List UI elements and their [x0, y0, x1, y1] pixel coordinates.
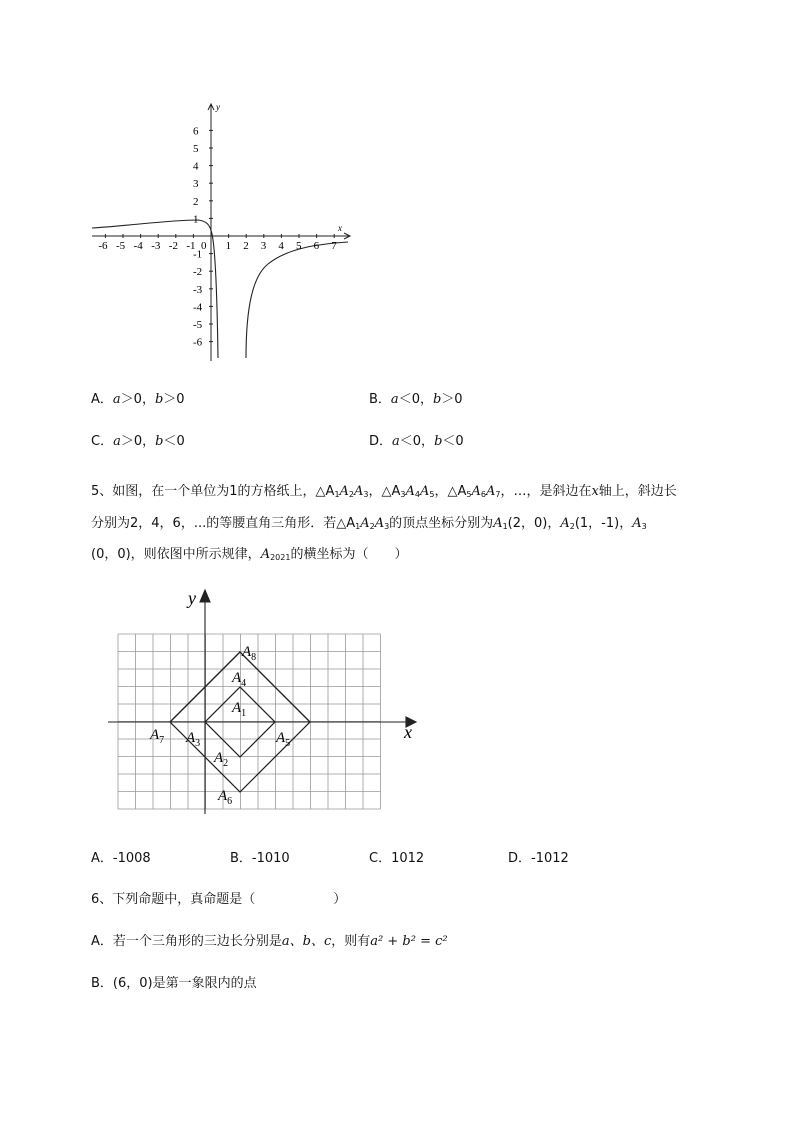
y-tick-label: 3	[193, 178, 199, 191]
grid-y-arrow	[200, 590, 210, 602]
x-tick-label: 6	[313, 240, 320, 252]
x-tick-label: -1	[186, 240, 196, 252]
point-label: $A_1$	[232, 700, 247, 719]
y-tick-label: 2	[193, 195, 199, 208]
x-tick-label: -4	[133, 240, 143, 252]
x-tick-label: 3	[260, 240, 267, 252]
q4-option-b[interactable]: B．a＜0，b＞0	[369, 392, 463, 407]
point-label: $A_5$	[276, 730, 291, 749]
y-tick-label: 4	[193, 160, 199, 173]
function-graph	[88, 96, 358, 366]
q5-option-c[interactable]: C．1012	[369, 851, 425, 866]
q5-stem-line1: 5、如图，在一个单位为1的方格纸上，$\triangle A_1A_2A_3$，$\triangle A_3A_4A_5$，$\triangle A_5A_6A_7$，…，是斜边在x轴上，斜边长	[91, 484, 677, 499]
point-label: $A_3$	[186, 730, 201, 749]
q5-option-b[interactable]: B．-1010	[230, 851, 290, 866]
q5-option-d[interactable]: D．-1012	[508, 851, 569, 866]
q4-option-c[interactable]: C．a＞0，b＜0	[91, 434, 185, 449]
point-label: $A_7$	[150, 727, 165, 746]
y-tick-label: -1	[193, 248, 203, 261]
point-label: $A_8$	[242, 644, 257, 663]
graph-y-label: y	[216, 102, 220, 112]
point-label: $A_2$	[214, 750, 229, 769]
y-tick-label: 6	[193, 125, 199, 138]
point-label: $A_4$	[232, 670, 247, 689]
curve-right-branch	[246, 242, 348, 358]
q4-option-a[interactable]: A．a＞0，b＞0	[91, 392, 185, 407]
x-tick-label: -5	[116, 240, 126, 252]
q6-option-b[interactable]: B．(6，0)是第一象限内的点	[91, 976, 257, 991]
x-tick-label: 4	[278, 240, 284, 252]
x-tick-label: 7	[331, 240, 337, 252]
q5-stem-line3: (0，0)，则依图中所示规律，$A_{2021}$的横坐标为（ ）	[91, 547, 408, 562]
x-tick-label: 2	[243, 240, 249, 252]
x-tick-label: -2	[168, 240, 178, 252]
graph-origin-label: 0	[201, 240, 207, 252]
q6-option-a[interactable]: A．若一个三角形的三边长分别是a、b、c，则有a² + b² = c²	[91, 934, 448, 949]
x-tick-label: -3	[151, 240, 161, 252]
q4-option-d[interactable]: D．a＜0，b＜0	[369, 434, 464, 449]
q5-stem-line2: 分别为2，4，6，...的等腰直角三角形．若$\triangle A_1A_2A_3$的顶点坐标分别为$A_1(2$，0)，$A_2(1$，-1)，$A_3$	[91, 516, 647, 531]
q6-stem: 6、下列命题中，真命题是（ ）	[91, 892, 347, 907]
grid-figure	[108, 584, 428, 820]
y-tick-label: 1	[193, 213, 199, 226]
y-tick-label: -2	[193, 266, 203, 279]
grid-x-label: x	[404, 722, 412, 742]
graph-x-label: x	[338, 223, 342, 233]
x-tick-label: -6	[98, 240, 108, 252]
y-tick-label: -5	[193, 319, 203, 331]
q5-option-a[interactable]: A．-1008	[91, 851, 151, 866]
x-tick-label: 1	[225, 240, 232, 252]
point-label: $A_6$	[218, 788, 233, 807]
y-tick-label: -6	[193, 336, 203, 349]
x-tick-label: 5	[296, 240, 302, 252]
y-tick-label: -3	[193, 283, 203, 296]
y-tick-label: 5	[193, 143, 199, 155]
grid-y-label: y	[188, 588, 196, 608]
y-tick-label: -4	[193, 301, 203, 314]
